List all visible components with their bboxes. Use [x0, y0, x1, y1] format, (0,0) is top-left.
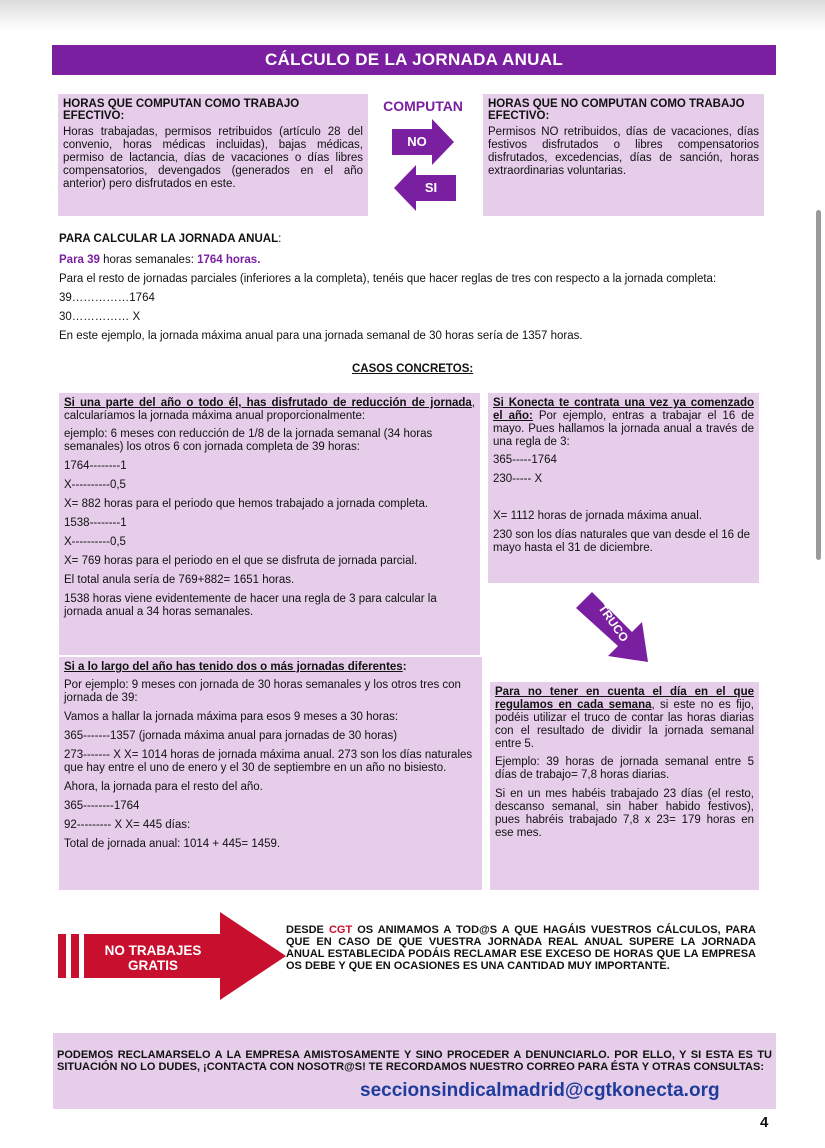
case-konecta-contrata: Si Konecta te contrata una vez ya comenzado el año: Por ejemplo, entras a trabajar el 16 de mayo. Pues hallamos la jornada anual a través de una regla de 3: 365-----1764 230----- X X= 1112 horas de jornada máxima anual. 230 son los días naturales que van desde el 16 de mayo hasta el 31 de diciembre. — [488, 393, 759, 583]
computan-label: COMPUTAN — [383, 98, 463, 114]
footer-text: PODEMOS RECLAMARSELO A LA EMPRESA AMISTOSAMENTE Y SINO PROCEDER A DENUNCIARLO. POR ELLO, Y SI ESTA ES TU SITUACIÓN NO LO DUDES, ¡CONTACTA CON NOSOTR@S! TE RECORDAMOS NUESTRO CORREO PARA ÉSTA Y OTRAS CONSULTAS: — [57, 1049, 772, 1073]
truco-label: TRUCO — [595, 601, 632, 645]
calc-section — [59, 233, 779, 349]
calc-line4: 30…………… X — [59, 311, 141, 323]
arrow-no-label: NO — [407, 134, 427, 149]
calc-line3: 39……………1764 — [59, 292, 155, 304]
computan-box — [58, 94, 368, 216]
desde-cgt-text: DESDE CGT OS ANIMAMOS A TOD@S A QUE HAGÁIS VUESTROS CÁLCULOS, PARA QUE EN CASO DE QUE VUESTRA JORNADA REAL ANUAL SUPERE LA JORNADA ANUAL ESTABLECIDA PODÁIS RECLAMAR ESE EXCESO DE HORAS QUE LA EMPRESA OS DEBE Y QUE EN OCASIONES ES UNA CANTIDAD MUY IMPORTANTE. — [286, 924, 756, 972]
page-title: CÁLCULO DE LA JORNADA ANUAL — [52, 45, 776, 75]
case-truco: Para no tener en cuenta el día en el que regulamos en cada semana, si este no es fijo, podéis utilizar el truco de contar las horas diarias con el resultado de dividir la jornada semanal entre 5. Ejemplo: 39 horas de jornada semanal entre 5 días de trabajo= 7,8 horas diarias. Si en un mes habéis trabajado 23 días (el resto, descanso semanal, sin haber habido festivos), pues habréis trabajado 7,8 x 23= 179 horas en ese mes. — [490, 682, 759, 890]
calc-line1: Para 39 horas semanales: 1764 horas. — [59, 254, 261, 266]
case1-heading: Si una parte del año o todo él, has disfrutado de reducción de jornada — [64, 397, 472, 409]
calc-heading-colon: : — [278, 233, 282, 245]
scrollbar[interactable] — [816, 210, 821, 560]
calc-line5: En este ejemplo, la jornada máxima anual para una jornada semanal de 30 horas sería de 1357 horas. — [59, 330, 583, 342]
calc-heading: PARA CALCULAR LA JORNADA ANUAL — [59, 233, 279, 245]
no-computan-title: HORAS QUE NO COMPUTAN COMO TRABAJO EFECTIVO: — [488, 98, 745, 122]
top-shade — [0, 0, 825, 30]
arrow-si-label: SI — [424, 180, 438, 195]
case-reduccion: Si una parte del año o todo él, has disfrutado de reducción de jornada, calcularíamos la jornada máxima anual proporcionalmente: ejemplo: 6 meses con reducción de 1/8 de la jornada semanal (34 horas semanales) los otros 6 con jornada completa de 39 horas: 1764--------1 X----------0,5 X= 882 horas para el periodo que hemos trabajado a jornada completa. 1538--------1 X----------0,5 X= 769 horas para el periodo en el que se disfruta de jornada parcial. El total anula sería de 769+882= 1651 horas. 1538 horas viene evidentemente de hacer una regla de 3 para calcular la jornada anual a 34 horas semanales. — [59, 393, 480, 655]
no-computan-text: Permisos NO retribuidos, días de vacaciones, días festivos disfrutados o libres compensatorios disfrutados, excedencias, días de sanción, horas extraordinarias voluntarias. — [488, 126, 759, 177]
no-trabajes-label: NO TRABAJES GRATIS — [104, 943, 202, 973]
computan-text: Horas trabajadas, permisos retribuidos (artículo 28 del convenio, horas médicas incluidas), bajas médicas, permiso de lactancia, días de vacaciones o días libres compensatorios, devengados (generados en el año anterior) pero disfrutados en este. — [63, 126, 363, 190]
no-computan-box — [483, 94, 764, 216]
casos-title: CASOS CONCRETOS: — [352, 363, 474, 375]
page-number: 4 — [760, 1114, 769, 1131]
case-jornadas-diferentes: Si a lo largo del año has tenido dos o más jornadas diferentes: Por ejemplo: 9 meses con jornada de 30 horas semanales y los otros tres con jornada de 39: Vamos a hallar la jornada máxima para esos 9 meses a 30 horas: 365-------1357 (jornada máxima anual para jornadas de 30 horas) 273------- X X= 1014 horas de jornada máxima anual. 273 son los días naturales que hay entre el uno de enero y el 30 de septiembre en un año no bisiesto. Ahora, la jornada para el resto del año. 365--------1764 92--------- X X= 445 días: Total de jornada anual: 1014 + 445= 1459. — [59, 657, 482, 890]
truco-arrow — [570, 588, 665, 668]
arrow-si — [394, 165, 456, 211]
arrow-no — [392, 119, 454, 165]
no-trabajes-arrow — [58, 912, 288, 1000]
case4-heading: Para no tener en cuenta el día en el que regulamos en cada semana — [495, 686, 754, 711]
computan-title: HORAS QUE COMPUTAN COMO TRABAJO EFECTIVO: — [63, 98, 300, 122]
case2-heading: Si a lo largo del año has tenido dos o más jornadas diferentes — [64, 661, 403, 673]
case3-heading: Si Konecta te contrata una vez ya comenzado el año: — [493, 397, 754, 422]
email-link[interactable]: seccionsindicalmadrid@cgtkonecta.org — [360, 1080, 720, 1101]
calc-line2: Para el resto de jornadas parciales (inferiores a la completa), tenéis que hacer reglas de tres con respecto a la jornada completa: — [59, 273, 717, 285]
